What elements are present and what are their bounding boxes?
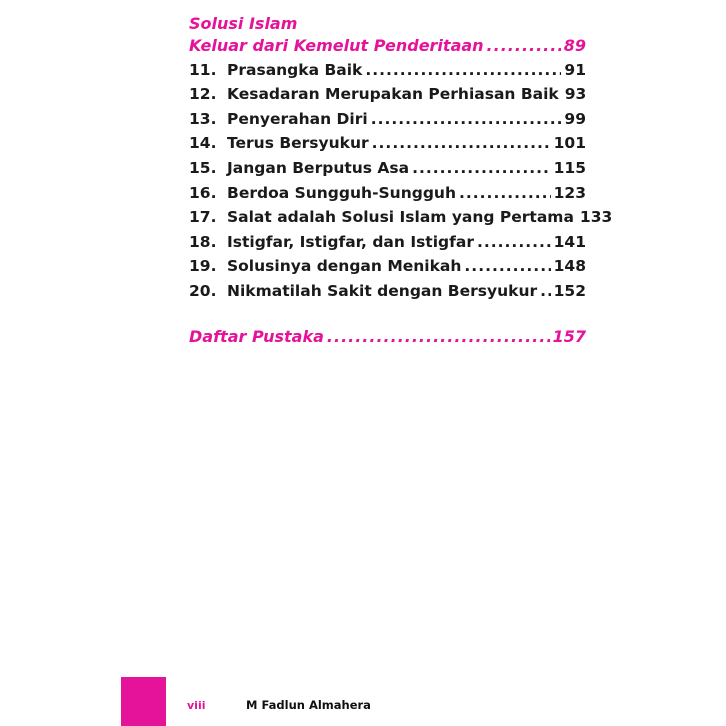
- entry-title: Penyerahan Diri: [227, 109, 368, 128]
- toc-entry: [189, 208, 613, 233]
- section-title-line2: Keluar dari Kemelut Penderitaan: [189, 36, 484, 55]
- entry-number: 15.: [189, 158, 217, 177]
- entry-page: 148: [553, 257, 586, 276]
- spacer: [189, 307, 586, 327]
- toc-entry: [189, 110, 586, 135]
- entry-number: 12.: [189, 85, 217, 104]
- toc-entry: [189, 85, 586, 110]
- entry-number: 13.: [189, 109, 217, 128]
- entry-number: 11.: [189, 60, 217, 79]
- entry-number: 18.: [189, 232, 217, 251]
- entry-number: 20.: [189, 281, 217, 300]
- entry-page: 101: [553, 134, 586, 153]
- dot-leader: [371, 110, 562, 128]
- toc-entry: [189, 184, 586, 209]
- section-page: 89: [563, 36, 586, 55]
- entry-title: Kesadaran Merupakan Perhiasan Baik: [227, 85, 559, 104]
- entry-title: Terus Bersyukur: [227, 134, 369, 153]
- entry-page: 115: [553, 158, 586, 177]
- section-title-line1: Solusi Islam: [189, 14, 298, 33]
- entry-title: Nikmatilah Sakit dengan Bersyukur: [227, 281, 538, 300]
- toc-entry: [189, 159, 586, 184]
- dot-leader: [372, 134, 551, 152]
- footer-page-number: viii: [187, 699, 206, 712]
- dot-leader: [464, 257, 550, 275]
- footer-author: M Fadlun Almahera: [246, 698, 371, 712]
- entry-number: 19.: [189, 257, 217, 276]
- toc-entry: [189, 233, 586, 258]
- toc-entry: [189, 257, 586, 282]
- entry-title: Istigfar, Istigfar, dan Istigfar: [227, 232, 474, 251]
- entry-page: 93: [564, 85, 587, 104]
- entry-page: 91: [564, 60, 586, 79]
- dot-leader: [540, 282, 551, 300]
- dot-leader: [459, 184, 551, 202]
- entry-number: 16.: [189, 183, 217, 202]
- entry-title: Prasangka Baik: [227, 60, 363, 79]
- entry-title: Berdoa Sungguh-Sungguh: [227, 183, 456, 202]
- entry-title: Solusinya dengan Menikah: [227, 257, 462, 276]
- entry-title: Salat adalah Solusi Islam yang Pertama: [227, 208, 574, 227]
- entry-page: 141: [553, 232, 586, 251]
- section-title-row: [189, 36, 586, 61]
- dot-leader: [327, 327, 550, 346]
- dot-leader: [412, 159, 551, 177]
- footer-color-block: [121, 677, 166, 726]
- entry-page: 123: [553, 183, 586, 202]
- bibliography-page: 157: [552, 326, 586, 346]
- toc-entry: [189, 61, 586, 86]
- entry-page: 152: [553, 281, 586, 300]
- dot-leader: [477, 233, 551, 251]
- bibliography-row: [189, 327, 586, 352]
- dot-leader: [487, 36, 561, 55]
- dot-leader: [365, 61, 561, 79]
- table-of-contents: [189, 12, 613, 351]
- toc-entry: [189, 282, 586, 307]
- entry-title: Jangan Berputus Asa: [227, 158, 410, 177]
- entry-page: 133: [579, 208, 613, 227]
- entry-number: 14.: [189, 134, 217, 153]
- bibliography-title: Daftar Pustaka: [189, 326, 324, 346]
- toc-entry: [189, 134, 586, 159]
- entry-number: 17.: [189, 208, 217, 227]
- entry-page: 99: [564, 109, 586, 128]
